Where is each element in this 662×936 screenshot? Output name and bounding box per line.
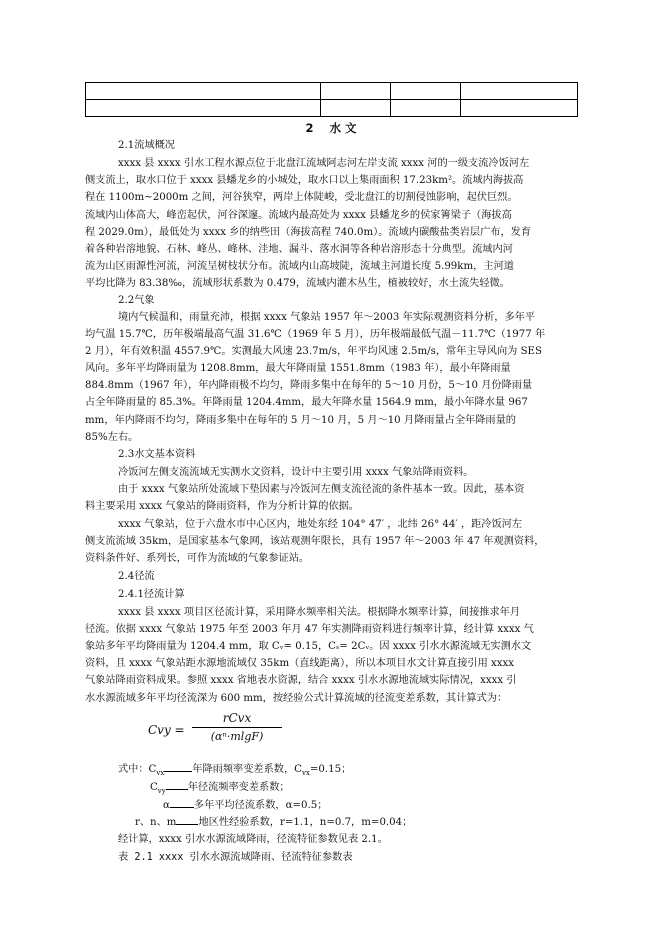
chapter-title: 水 文 <box>329 121 357 135</box>
paragraph-line: 85%左右。 <box>85 432 139 443</box>
paragraph-line: 侧支流流域 35km，是国家基本气象网，该站观测年限长，具有 1957 年～2003 年 47 年观测资料， <box>85 536 545 547</box>
underline-blank <box>170 798 194 808</box>
cvy-formula <box>148 709 298 751</box>
paragraph-line: xxxx 县 xxxx 引水工程水源点位于北盘江流域阿志河左岸支流 xxxx 河的一级支流冷饭河左 <box>118 158 530 169</box>
paragraph-line: 着各种岩溶地貌、石林、峰丛、峰林、洼地、漏斗、落水洞等各种岩溶形态十分典型。流域内河 <box>85 244 513 255</box>
chapter-heading <box>0 120 662 136</box>
paragraph-line: 占全年降雨量的 85.3%。年降雨量 1204.4mm，最大年降水量 1564.9 mm，最小年降水量 967 <box>85 397 528 408</box>
table-caption: 表 2.1 xxxx 引水水源流域降雨、径流特征参数表 <box>118 852 353 863</box>
legend-rnm-symbol: r、n、m <box>135 817 177 828</box>
paragraph-line: 侧支流上，取水口位于 xxxx 县蟠龙乡的小城处，取水口以上集雨面积 17.23km²。流域内海拔高 <box>85 175 524 186</box>
formula-denominator: (αⁿ·mlgF) <box>210 730 264 743</box>
legend-cvy-sub: vy <box>157 787 166 796</box>
section-heading-2-2: 2.2气象 <box>118 295 155 306</box>
paragraph-line: 884.8mm（1967 年），年内降雨极不均匀，降雨多集中在每年的 5～10 月份，5～10 月份降雨量 <box>85 380 533 391</box>
formula-fraction <box>190 709 284 746</box>
paragraph-line: mm，年内降雨不均匀，降雨多集中在每年的 5 月～10 月，5 月～10 月降雨量占全年降雨量的 <box>85 415 516 426</box>
table-row <box>86 83 578 100</box>
section-heading-2-4-1: 2.4.1径流计算 <box>118 589 185 600</box>
paragraph-line: xxxx 气象站，位于六盘水市中心区内，地处东经 104° 47′ ，北纬 26° 44′ ，距冷饭河左 <box>118 519 523 530</box>
paragraph-line: 流为山区雨源性河流，河流呈树枝状分布。流域内山高坡陡，流域主河道长度 5.99km，主河道 <box>85 261 514 272</box>
table-row <box>86 100 578 117</box>
legend-alpha-text: 多年平均径流系数，α=0.5； <box>193 800 328 811</box>
formula-numerator: rCvx <box>222 711 252 725</box>
legend-cvx-sub: vx <box>156 769 165 778</box>
legend-alpha <box>163 797 327 814</box>
paragraph-line: 风向。多年平均降雨量为 1208.8mm，最大年降雨量 1551.8mm（1983 年），最小年降雨量 <box>85 363 511 374</box>
underline-blank <box>176 815 198 825</box>
paragraph-line: 象站多年平均降雨量为 1204.4 mm，取 Cᵥ= 0.15，Cₛ= 2Cᵥ。因 xxxx 引水水源流域无实测水文 <box>85 641 532 652</box>
formula-lhs: Cvy = <box>148 723 185 737</box>
paragraph-line: 平均比降为 83.38‰，流域形状系数为 0.479，流域内灌木丛生，植被较好，水土流失轻微。 <box>85 278 510 289</box>
paragraph-line: 气象站降雨资料成果。参照 xxxx 省地表水资源，结合 xxxx 引水水源地流域实际情况，xxxx 引 <box>85 675 517 686</box>
paragraph-line: 程在 1100m~2000m 之间，河谷狭窄，两岸上体陡峻，受北盘江的切割侵蚀影响，起伏巨烈。 <box>85 192 518 203</box>
paragraph-line: 程 2029.0m），最低处为 xxxx 乡的纳些田（海拔高程 740.0m）。流域内碳酸盐类岩层广布，发育 <box>85 227 532 238</box>
paragraph-line: 冷饭河左侧支流流域无实测水文资料，设计中主要引用 xxxx 气象站降雨资料。 <box>118 467 474 478</box>
top-table-fragment <box>85 82 578 117</box>
paragraph-line: 2 月），年有效积温 4557.9℃。实测最大风速 23.7m/s，年平均风速 2.5m/s，常年主导风向为 SES <box>85 346 542 357</box>
paragraph-line: 径流。依据 xxxx 气象站 1975 年至 2003 年月 47 年实测降雨资料进行频率计算，经计算 xxxx 气 <box>85 624 534 635</box>
legend-cvx-value: =0.15； <box>309 764 352 775</box>
paragraph-line: 水水源流域多年平均径流深为 600 mm，按经验公式计算流域的径流变差系数，其计算式为： <box>85 693 508 704</box>
underline-blank <box>166 780 188 790</box>
legend-cvx-text: 年降雨频率变差系数，C <box>192 764 302 775</box>
legend-rnm <box>135 814 412 831</box>
chapter-number: 2 <box>305 121 314 135</box>
legend-cvy-text: 年径流频率变差系数； <box>187 782 290 793</box>
section-heading-2-4: 2.4径流 <box>118 571 155 582</box>
paragraph-line: 料主要采用 xxxx 气象站的降雨资料，作为分析计算的依据。 <box>85 501 359 512</box>
paragraph-line: 境内气候温和，雨量充沛，根据 xxxx 气象站 1957 年～2003 年实际观测资料分析，多年平 <box>118 312 536 323</box>
legend-alpha-symbol: α <box>163 800 170 811</box>
legend-intro: 式中：C <box>118 764 157 775</box>
section-heading-2-3: 2.3水文基本资料 <box>118 449 196 460</box>
paragraph-line: 流域内山体高大，峰峦起伏，河谷深邃。流域内最高处为 xxxx 县蟠龙乡的侯家箐梁子（海拔高 <box>85 210 512 221</box>
paragraph-line: 资料，且 xxxx 气象站距水源地流域仅 35km（直线距离），所以本项目水文计算直接引用 xxxx <box>85 658 514 669</box>
legend-cvx-sub2: vx <box>301 769 310 778</box>
legend-cvy-symbol: C <box>150 782 158 793</box>
legend-rnm-text: 地区性经验系数，r=1.1，n=0.7，m=0.04； <box>198 817 413 828</box>
paragraph-line: 由于 xxxx 气象站所处流域下垫因素与冷饭河左侧支流径流的条件基本一致。因此，基本资 <box>118 484 525 495</box>
paragraph-line: xxxx 县 xxxx 项目区径流计算，采用降水频率相关法。根据降水频率计算，间接推求年月 <box>118 607 521 618</box>
underline-blank <box>164 762 192 772</box>
section-heading-2-1: 2.1流域概况 <box>118 140 175 151</box>
legend-summary: 经计算，xxxx 引水水源流域降雨，径流特征参数见表 2.1。 <box>118 834 388 845</box>
paragraph-line: 资料条件好、系列长，可作为流域的气象参证站。 <box>85 553 310 564</box>
paragraph-line: 均气温 15.7℃，历年极端最高气温 31.6℃（1969 年 5 月），历年极端最低气温－11.7℃（1977 年 <box>85 329 546 340</box>
